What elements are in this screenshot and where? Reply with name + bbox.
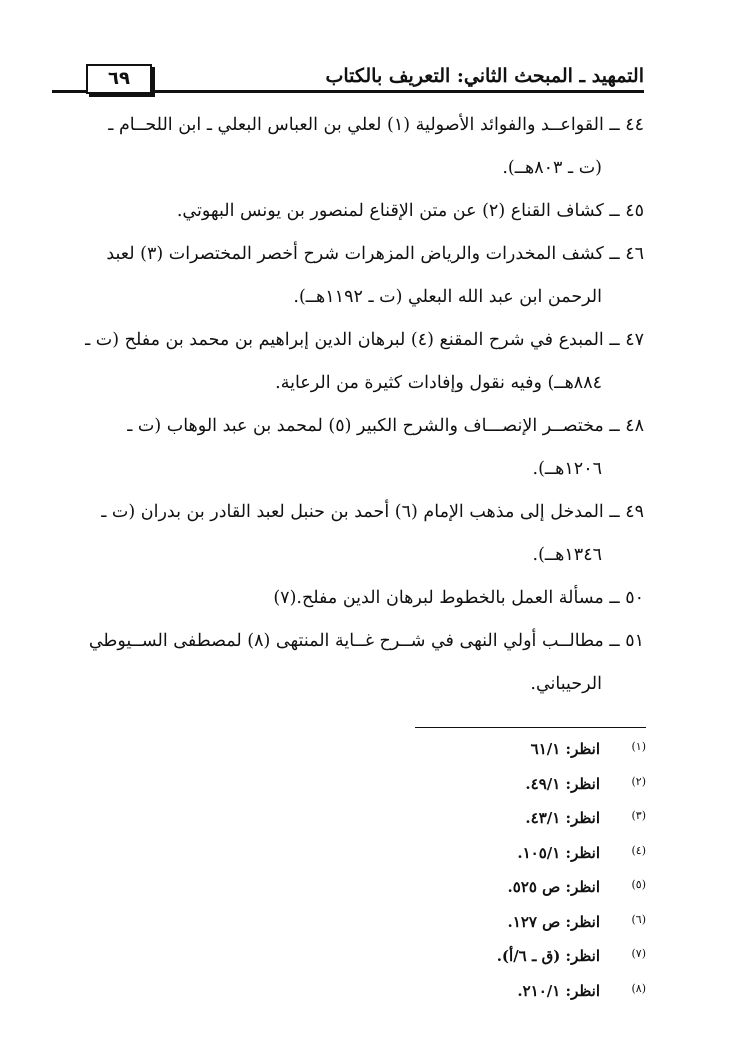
entry-line: ٤٥ ــ كشاف القناع (٢) عن متن الإقناع لمنصور بن يونس البهوتي.	[176, 201, 644, 221]
footnote-text: انظر: (ق ـ ٦/أ).	[496, 947, 600, 965]
entry-line-continued: ١٢٠٦هــ).	[532, 459, 602, 479]
footnote-text: انظر: ١٠٥/١.	[517, 843, 600, 862]
entry-line-continued: ٨٨٤هــ) وفيه نقول وإفادات كثيرة من الرعاية.	[275, 373, 602, 393]
footnote	[420, 978, 646, 1013]
footnote	[420, 736, 646, 771]
header-title: التمهيد ـ المبحث الثاني: التعريف بالكتاب	[319, 62, 644, 90]
list-item-51	[48, 620, 644, 706]
entry-line-continued: ١٣٤٦هــ).	[532, 545, 602, 565]
footnote-number: (٣)	[631, 809, 646, 822]
footnote-number: (٢)	[631, 774, 646, 788]
footnote-text: انظر: ٤٣/١.	[525, 809, 600, 827]
list-item-45	[48, 190, 644, 233]
page-number: ٦٩	[86, 64, 152, 94]
footnote-number: (٨)	[631, 981, 646, 995]
footnote-text: انظر: ٢١٠/١.	[517, 981, 600, 1000]
footnote-number: (١)	[631, 740, 646, 753]
footnote-text: انظر: ص ٥٢٥.	[507, 878, 600, 896]
footnote-number: (٧)	[631, 947, 646, 960]
list-item-46	[48, 233, 644, 319]
footnote	[420, 874, 646, 909]
footnote-text: انظر: ٦١/١	[530, 740, 600, 758]
footnote-text: انظر: ص ١٢٧.	[507, 912, 600, 931]
list-item-50	[48, 577, 644, 620]
footnote	[420, 943, 646, 978]
entry-line: ٥٠ ــ مسألة العمل بالخطوط لبرهان الدين مفلح.(٧)	[273, 588, 644, 608]
footnote	[420, 840, 646, 875]
entry-line-continued: الرحمن ابن عبد الله البعلي (ت ـ ١١٩٢هــ).	[293, 287, 602, 307]
list-item-47	[48, 319, 644, 405]
list-item-44	[48, 104, 644, 190]
list-item-48	[48, 405, 644, 491]
list-item-49	[48, 491, 644, 577]
footnote-separator	[415, 727, 646, 728]
page-header	[52, 64, 644, 96]
footnote	[420, 805, 646, 840]
entry-line: ٤٤ ــ القواعــد والفوائد الأصولية (١) لعلي بن العباس البعلي ـ ابن اللحــام ـ	[108, 115, 644, 135]
footnote-number: (٥)	[631, 878, 646, 891]
footnotes	[420, 736, 646, 1012]
entry-line: ٤٩ ــ المدخل إلى مذهب الإمام (٦) أحمد بن حنبل لعبد القادر بن بدران (ت ـ	[101, 502, 644, 522]
entry-line: ٥١ ــ مطالــب أولي النهى في شــرح غــاية المنتهى (٨) لمصطفى الســيوطي	[88, 631, 644, 651]
entry-line: ٤٨ ــ مختصــر الإنصـــاف والشرح الكبير (٥) لمحمد بن عبد الوهاب (ت ـ	[127, 416, 644, 436]
entry-line: ٤٧ ــ المبدع في شرح المقنع (٤) لبرهان الدين إبراهيم بن محمد بن مفلح (ت ـ	[85, 330, 644, 350]
book-list	[48, 104, 644, 706]
footnote-number: (٤)	[631, 843, 646, 857]
footnote	[420, 909, 646, 944]
footnote	[420, 771, 646, 806]
footnote-number: (٦)	[631, 912, 646, 926]
footnote-text: انظر: ٤٩/١.	[525, 774, 600, 793]
entry-line-continued: الرحيباني.	[530, 674, 602, 694]
entry-line: ٤٦ ــ كشف المخدرات والرياض المزهرات شرح أخصر المختصرات (٣) لعبد	[106, 244, 644, 264]
entry-line-continued: (ت ـ ٨٠٣هــ).	[502, 158, 602, 178]
